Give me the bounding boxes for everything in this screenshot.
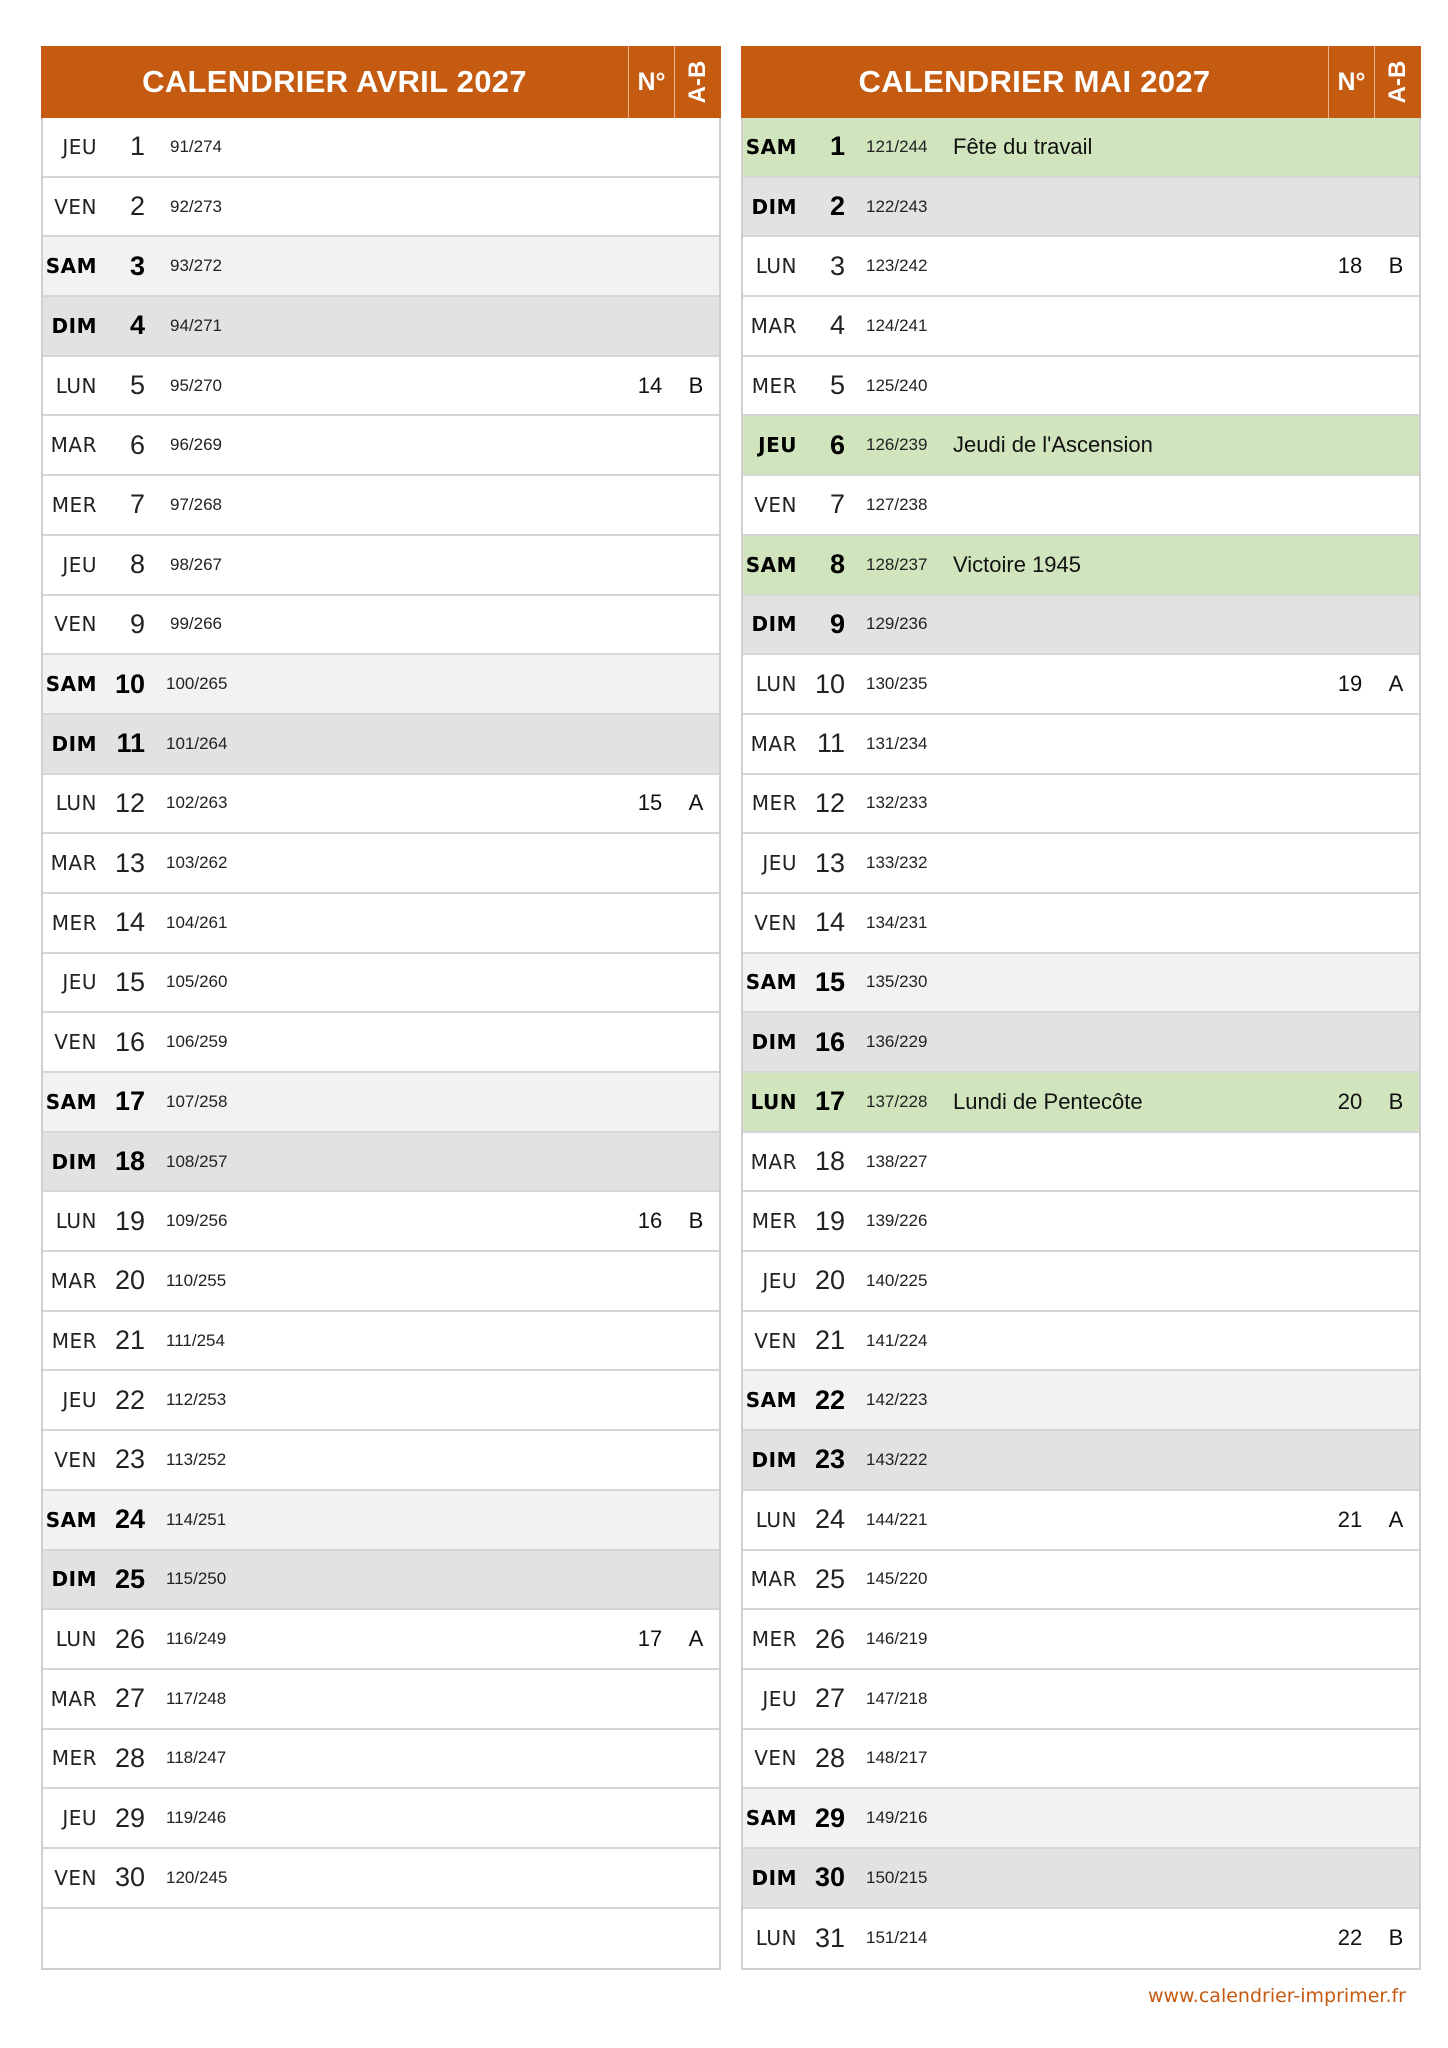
day-of-week: LUN [55,1209,97,1234]
day-of-year: 122/243 [866,196,928,216]
day-row [743,1909,1419,1969]
day-of-week: MAR [50,433,97,458]
day-of-year: 151/214 [866,1928,928,1948]
day-of-year: 107/258 [166,1091,228,1111]
day-of-week: MER [51,1746,97,1771]
day-number: 7 [829,489,845,520]
day-of-year: 144/221 [866,1509,928,1529]
day-row [743,1192,1419,1252]
day-row [743,118,1419,178]
day-of-week: MER [751,373,797,398]
day-of-year: 99/266 [170,614,222,634]
day-number: 2 [829,191,845,222]
day-of-year: 120/245 [166,1867,228,1887]
day-of-week: SAM [45,254,97,279]
day-of-week: MER [51,492,97,517]
day-of-week: VEN [54,1447,97,1472]
day-of-year: 132/233 [866,793,928,813]
day-of-week: LUN [55,791,97,816]
day-of-week: DIM [51,1149,97,1174]
day-of-year: 124/241 [866,315,928,335]
day-row [743,834,1419,894]
day-number: 12 [814,787,845,818]
day-of-week: JEU [762,1686,797,1711]
day-row [43,1073,719,1133]
week-number-header: N° [629,46,675,118]
day-of-week: VEN [54,1865,97,1890]
day-row [43,416,719,476]
day-row [743,178,1419,238]
day-number: 21 [814,1325,845,1356]
day-number: 19 [114,1205,145,1236]
day-number: 14 [114,907,145,938]
calendar-may [741,46,1421,1970]
day-of-year: 138/227 [866,1151,928,1171]
calendar-title: CALENDRIER AVRIL 2027 [41,46,629,118]
day-of-week: SAM [45,1507,97,1532]
ab-header-label: A-B [684,60,711,104]
day-number: 14 [814,907,845,938]
day-of-week: JEU [762,851,797,876]
day-of-week: VEN [754,1746,797,1771]
day-row [43,894,719,954]
week-number: 22 [1337,1925,1363,1951]
day-row [43,596,719,656]
day-number: 5 [129,370,145,401]
day-number: 2 [129,191,145,222]
day-of-week: VEN [754,1328,797,1353]
day-of-week: DIM [51,1567,97,1592]
day-row [43,237,719,297]
day-of-year: 125/240 [866,375,928,395]
day-of-week: LUN [55,373,97,398]
ab-header [1375,46,1421,118]
day-of-year: 96/269 [170,435,222,455]
calendar-header [741,46,1421,118]
day-of-year: 116/249 [166,1629,227,1649]
day-row [743,655,1419,715]
day-row [743,536,1419,596]
day-of-week: MAR [750,1149,797,1174]
day-row [743,1789,1419,1849]
day-row [743,1252,1419,1312]
day-number: 17 [114,1086,145,1117]
day-of-week: DIM [51,731,97,756]
day-row [43,655,719,715]
day-of-year: 142/223 [866,1390,928,1410]
day-row [43,1670,719,1730]
day-of-year: 117/248 [166,1688,227,1708]
holiday-label: Fête du travail [953,133,1093,159]
day-of-week: DIM [751,1030,797,1055]
ab-header [675,46,721,118]
day-row [43,954,719,1014]
day-number: 21 [114,1325,145,1356]
week-ab: B [688,372,704,398]
day-number: 4 [829,310,845,341]
day-row [43,1133,719,1193]
day-number: 16 [114,1026,145,1057]
day-number: 12 [114,787,145,818]
day-row [743,596,1419,656]
day-row [43,1252,719,1312]
day-of-year: 148/217 [866,1748,928,1768]
day-of-year: 115/250 [166,1569,227,1589]
day-row [743,1133,1419,1193]
week-ab: B [1388,253,1404,279]
calendar-title: CALENDRIER MAI 2027 [741,46,1329,118]
day-number: 7 [129,489,145,520]
day-of-week: MER [751,791,797,816]
day-row [43,118,719,178]
day-row [43,1551,719,1611]
day-of-week: LUN [755,1926,797,1951]
day-of-week: MAR [50,851,97,876]
day-number: 15 [114,966,145,997]
day-row [743,1849,1419,1909]
day-number: 30 [814,1862,845,1893]
day-of-week: SAM [45,1089,97,1114]
day-number: 8 [829,549,845,580]
day-number: 29 [814,1802,845,1833]
day-of-year: 110/255 [166,1270,227,1290]
day-of-week: MER [51,1328,97,1353]
day-of-week: MER [751,1627,797,1652]
day-number: 19 [814,1205,845,1236]
day-number: 31 [814,1922,845,1953]
day-of-week: VEN [54,612,97,637]
day-row [743,357,1419,417]
day-row [43,834,719,894]
day-row [743,775,1419,835]
day-of-week: MAR [750,313,797,338]
holiday-label: Lundi de Pentecôte [953,1088,1143,1114]
day-of-week: MAR [50,1686,97,1711]
day-of-year: 146/219 [866,1629,928,1649]
day-of-year: 98/267 [170,554,222,574]
week-ab: B [1388,1925,1404,1951]
day-of-year: 112/253 [166,1390,227,1410]
day-of-week: JEU [62,1806,97,1831]
holiday-label: Victoire 1945 [953,551,1082,577]
day-of-year: 139/226 [866,1211,928,1231]
day-row [43,1013,719,1073]
week-ab: A [688,1626,704,1652]
day-of-year: 105/260 [166,972,228,992]
day-of-year: 118/247 [166,1748,227,1768]
day-of-year: 101/264 [166,733,228,753]
day-of-week: VEN [754,910,797,935]
week-ab: A [688,790,704,816]
day-of-year: 130/235 [866,674,928,694]
day-number: 3 [829,250,845,281]
day-of-year: 113/252 [166,1449,227,1469]
day-number: 25 [814,1563,845,1594]
day-of-week: JEU [758,433,797,458]
day-number: 30 [114,1862,145,1893]
day-of-year: 149/216 [866,1808,928,1828]
day-row [743,416,1419,476]
calendar-april [41,46,721,1970]
day-row [743,715,1419,775]
day-number: 18 [814,1146,845,1177]
day-number: 6 [829,429,845,460]
day-of-year: 94/271 [170,315,222,335]
week-number: 18 [1337,253,1363,279]
day-number: 9 [129,608,145,639]
day-number: 29 [114,1802,145,1833]
day-of-week: DIM [751,612,797,637]
day-of-year: 102/263 [166,793,228,813]
day-of-week: LUN [755,672,797,697]
week-number: 21 [1337,1506,1363,1532]
day-of-week: MAR [750,731,797,756]
day-of-year: 129/236 [866,614,928,634]
day-number: 27 [114,1683,145,1714]
day-number: 10 [114,668,145,699]
day-number: 1 [829,131,845,162]
day-of-year: 134/231 [866,912,928,932]
week-ab: B [688,1208,704,1234]
week-number: 19 [1337,671,1363,697]
day-row [43,1730,719,1790]
day-number: 27 [814,1683,845,1714]
day-row [743,1670,1419,1730]
day-of-year: 131/234 [866,733,928,753]
day-of-year: 136/229 [866,1032,928,1052]
day-row [43,476,719,536]
day-of-week: JEU [62,552,97,577]
day-of-year: 103/262 [166,853,228,873]
day-of-week: SAM [745,1806,797,1831]
day-of-week: MAR [750,1567,797,1592]
day-number: 26 [814,1623,845,1654]
day-of-week: SAM [745,134,797,159]
day-row [43,1371,719,1431]
calendar-body [741,118,1421,1970]
day-number: 16 [814,1026,845,1057]
day-number: 11 [816,728,845,759]
ab-header-label: A-B [1384,60,1411,104]
day-row [743,297,1419,357]
day-of-week: LUN [755,1507,797,1532]
week-ab: A [1388,1506,1404,1532]
day-of-year: 106/259 [166,1032,228,1052]
week-number: 15 [637,790,663,816]
day-number: 23 [114,1444,145,1475]
day-number: 28 [114,1742,145,1773]
day-of-week: MER [51,910,97,935]
day-row [743,894,1419,954]
day-number: 4 [129,310,145,341]
day-of-year: 121/244 [866,136,928,156]
day-number: 6 [129,429,145,460]
day-number: 8 [129,549,145,580]
day-row [743,1610,1419,1670]
day-row [743,1013,1419,1073]
day-row [743,1312,1419,1372]
day-row [43,1312,719,1372]
day-of-week: VEN [54,1030,97,1055]
day-of-week: DIM [751,1447,797,1472]
day-of-week: VEN [754,492,797,517]
day-number: 25 [114,1563,145,1594]
day-row [43,357,719,417]
day-row [43,775,719,835]
calendar-header [41,46,721,118]
day-of-year: 147/218 [866,1688,928,1708]
day-of-year: 140/225 [866,1270,928,1290]
day-of-week: JEU [62,1388,97,1413]
day-of-week: MER [751,1209,797,1234]
day-row [43,1431,719,1491]
website-link[interactable]: www.calendrier-imprimer.fr [1147,1985,1406,2007]
day-of-year: 123/242 [866,256,928,276]
day-number: 26 [114,1623,145,1654]
day-number: 24 [814,1504,845,1535]
week-ab: A [1388,671,1404,697]
day-of-year: 104/261 [166,912,228,932]
day-number: 17 [814,1086,845,1117]
day-of-year: 95/270 [170,375,222,395]
day-of-year: 92/273 [170,196,222,216]
day-row [43,1849,719,1909]
day-row [743,237,1419,297]
day-of-year: 97/268 [170,494,222,514]
day-number: 13 [814,847,845,878]
day-row [43,1192,719,1252]
day-of-year: 143/222 [866,1449,928,1469]
week-ab: B [1388,1088,1404,1114]
calendar-body [41,118,721,1970]
day-row [43,178,719,238]
day-of-week: JEU [762,1268,797,1293]
week-number: 20 [1337,1088,1363,1114]
day-number: 13 [114,847,145,878]
day-of-week: JEU [62,134,97,159]
day-of-week: LUN [55,1627,97,1652]
day-row [743,1491,1419,1551]
day-row [43,1789,719,1849]
day-of-week: SAM [745,552,797,577]
day-of-year: 126/239 [866,435,928,455]
day-of-year: 135/230 [866,972,928,992]
day-row [743,1730,1419,1790]
day-row [43,297,719,357]
day-of-year: 150/215 [866,1867,928,1887]
week-number-header: N° [1329,46,1375,118]
day-number: 1 [129,131,145,162]
day-of-week: DIM [751,194,797,219]
day-row [743,1431,1419,1491]
day-number: 20 [814,1265,845,1296]
day-of-year: 108/257 [166,1151,228,1171]
day-of-week: DIM [51,313,97,338]
day-row [43,715,719,775]
day-number: 3 [129,250,145,281]
day-of-year: 133/232 [866,853,928,873]
day-number: 28 [814,1742,845,1773]
holiday-label: Jeudi de l'Ascension [953,432,1153,458]
day-of-week: LUN [750,1089,797,1114]
day-of-year: 119/246 [166,1808,227,1828]
day-number: 9 [829,608,845,639]
day-of-week: SAM [45,672,97,697]
day-of-year: 109/256 [166,1211,228,1231]
day-row [743,954,1419,1014]
day-row [743,476,1419,536]
day-of-year: 141/224 [866,1330,928,1350]
day-row [43,536,719,596]
day-number: 20 [114,1265,145,1296]
day-of-year: 128/237 [866,554,928,574]
day-row [743,1371,1419,1431]
day-of-week: VEN [54,194,97,219]
week-number: 14 [637,372,663,398]
day-of-week: DIM [751,1865,797,1890]
day-of-year: 91/274 [170,136,222,156]
day-of-week: LUN [755,254,797,279]
day-number: 5 [829,370,845,401]
day-row [43,1610,719,1670]
day-number: 22 [814,1384,845,1415]
day-row [743,1551,1419,1611]
day-of-week: MAR [50,1268,97,1293]
day-row [743,1073,1419,1133]
day-of-year: 114/251 [166,1509,227,1529]
day-row [43,1909,719,1969]
week-number: 17 [637,1626,663,1652]
day-of-week: SAM [745,1388,797,1413]
day-of-year: 100/265 [166,674,228,694]
day-of-week: SAM [745,970,797,995]
week-number: 16 [637,1208,663,1234]
day-number: 22 [114,1384,145,1415]
day-row [43,1491,719,1551]
day-of-year: 127/238 [866,494,928,514]
day-number: 18 [114,1146,145,1177]
day-of-year: 145/220 [866,1569,928,1589]
day-of-year: 93/272 [170,256,222,276]
day-number: 24 [114,1504,145,1535]
day-number: 15 [814,966,845,997]
day-of-year: 111/254 [166,1330,225,1350]
day-number: 10 [814,668,845,699]
day-of-week: JEU [62,970,97,995]
day-of-year: 137/228 [866,1091,928,1111]
day-number: 11 [116,728,145,759]
day-number: 23 [814,1444,845,1475]
